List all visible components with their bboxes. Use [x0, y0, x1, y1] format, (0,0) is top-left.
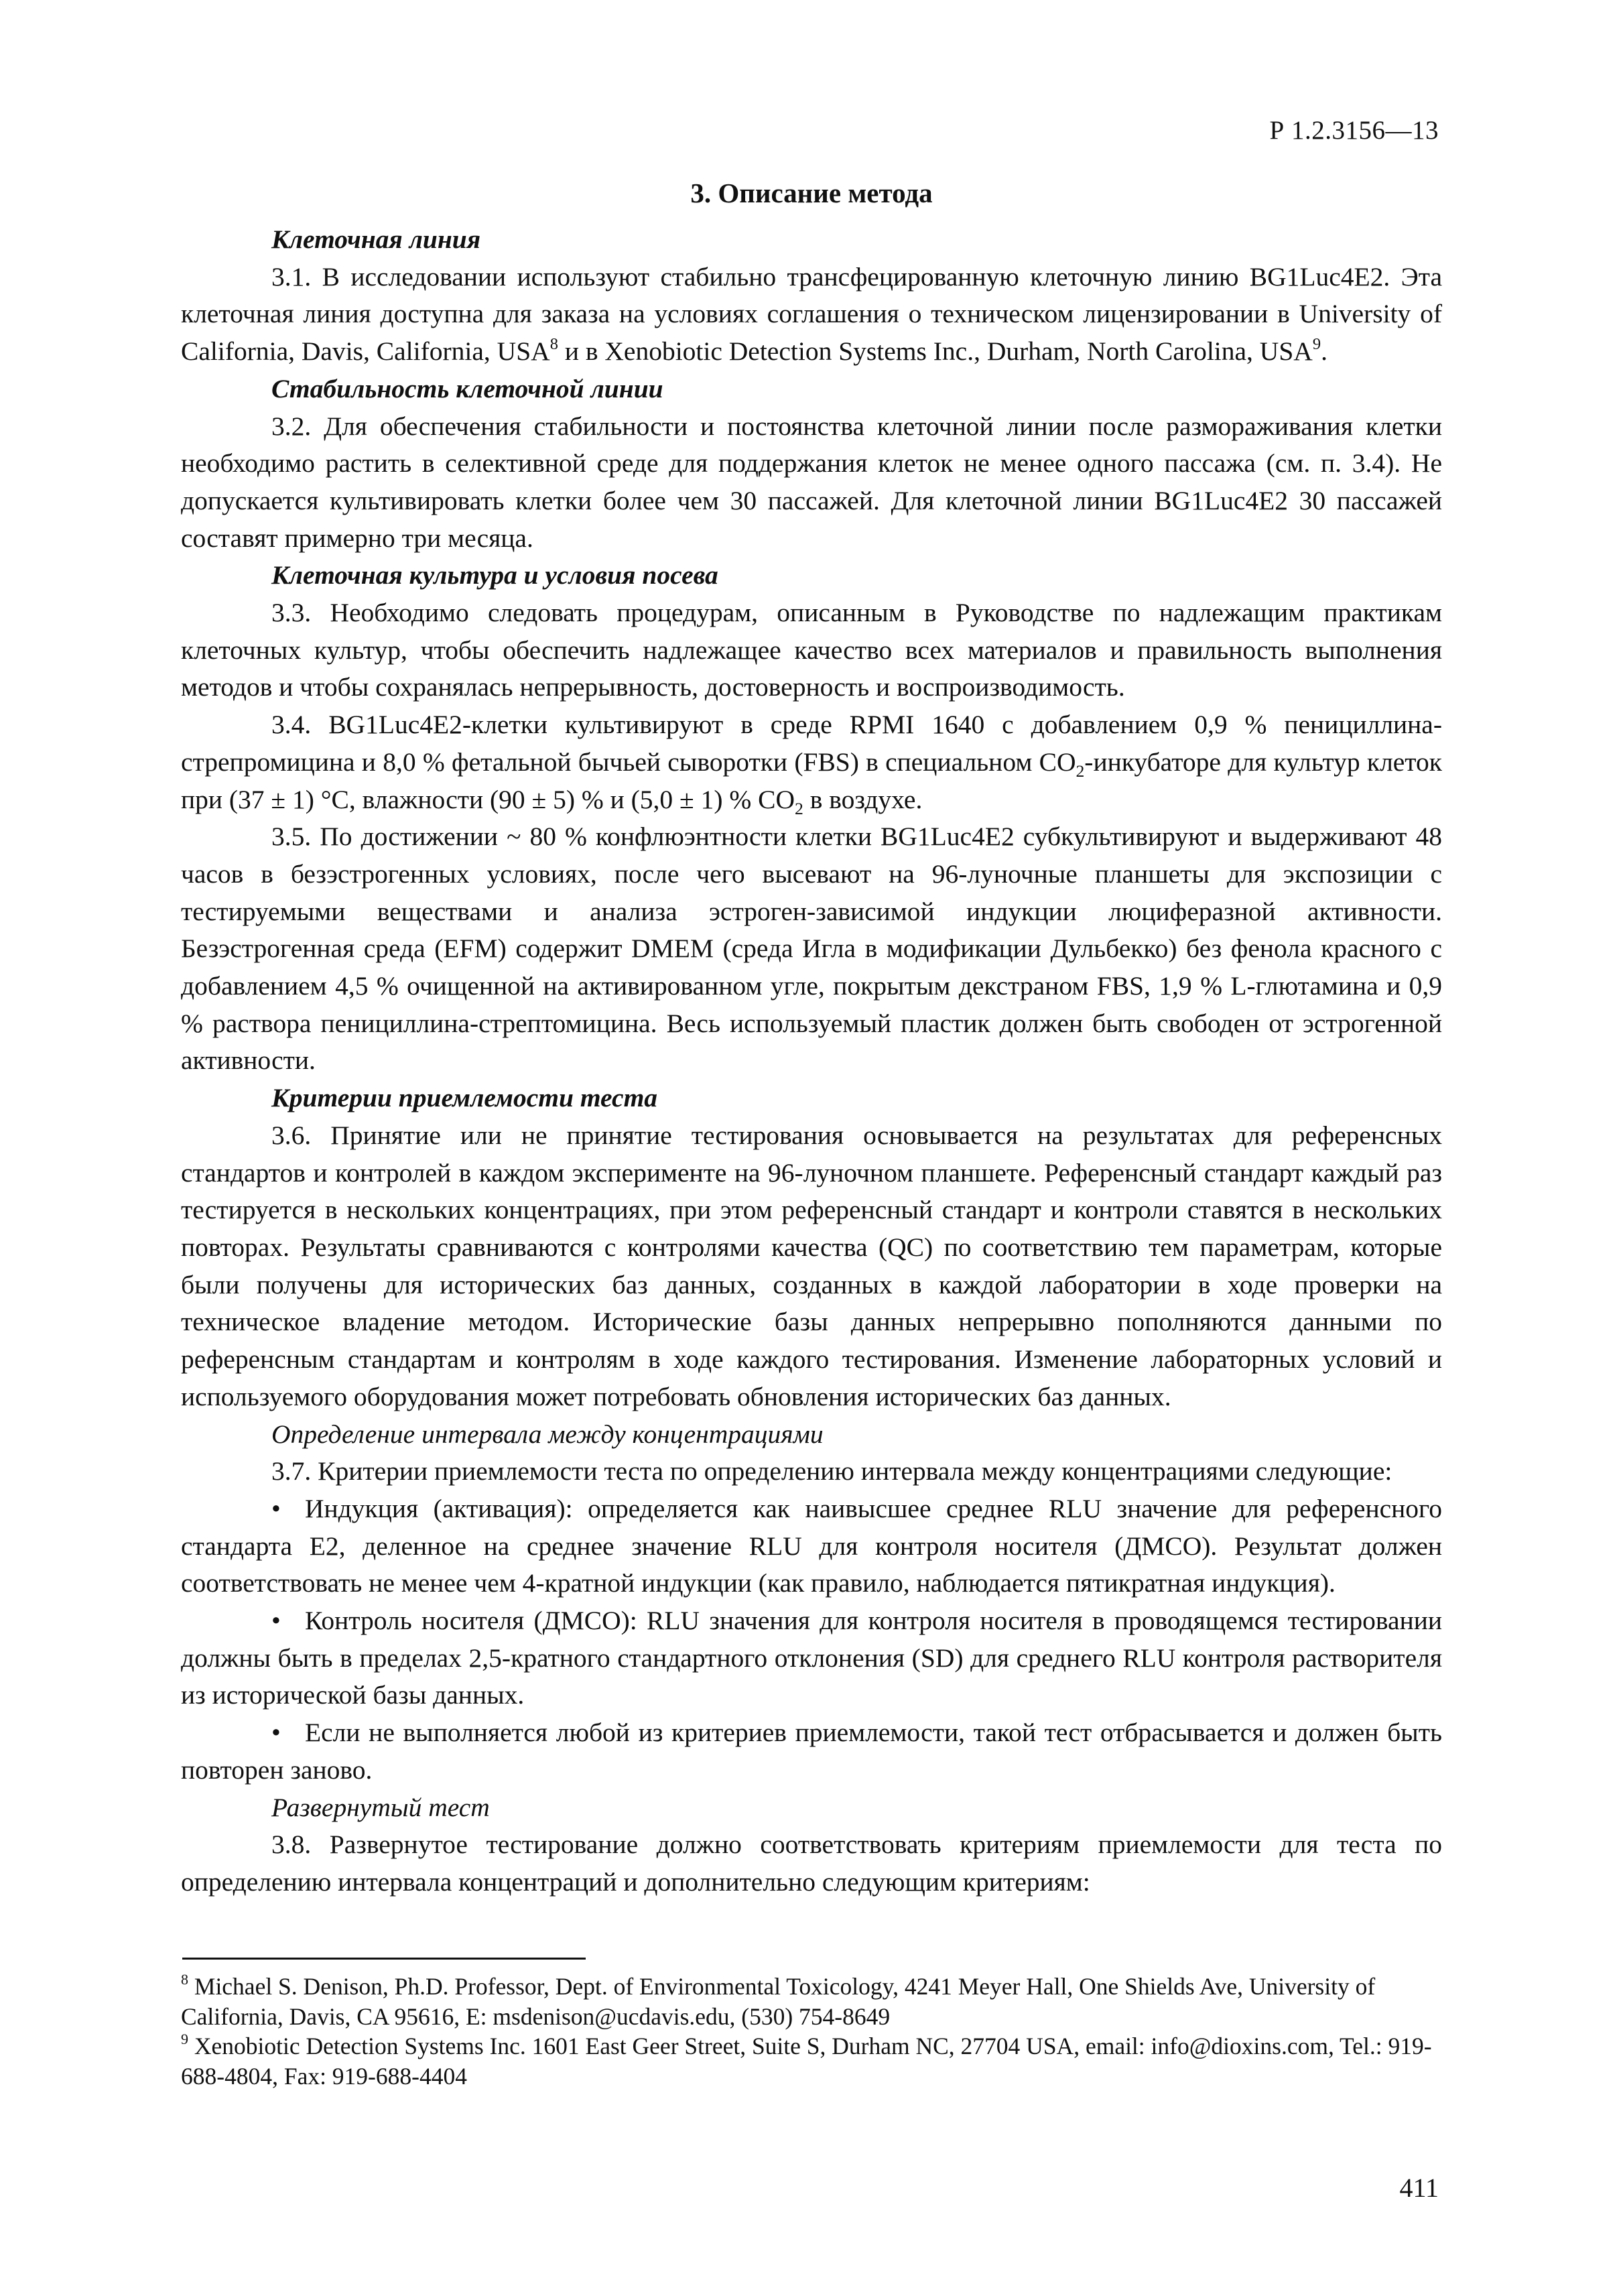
footnote-8: [181, 1972, 1442, 2031]
bullet-text: Контроль носителя (ДМСО): RLU значения для контроля носителя в проводящемся тестировании должны быть в пределах 2,5-кратного стандартного отклонения (SD) для среднего RLU контроля растворителя из исторической базы данных.: [181, 1606, 1442, 1710]
paragraph-3-1-text-c: .: [1321, 336, 1327, 367]
paragraph-3-1-text-b: и в Xenobiotic Detection Systems Inc., Durham, North Carolina, USA: [558, 336, 1313, 367]
footnote-mark: 9: [181, 2030, 188, 2047]
paragraph-3-4-text-b: -инкубаторе для культур клеток при (37 ± 1) °С, влажности (90 ± 5) % и (5,0 ± 1) % CO: [181, 747, 1442, 814]
paragraph-3-1-text-a: 3.1. В исследовании используют стабильно трансфецированную клеточную линию BG1Luc4E2. Эта клеточная линия доступна для заказа на условиях соглашения о техническом лицензировании в University of California, Davis, California, USA: [181, 261, 1442, 367]
subheading-expanded-test: Развернутый тест: [271, 1792, 490, 1822]
subheading-stability: Стабильность клеточной линии: [271, 373, 663, 403]
bullet-item-vehicle-control: [181, 1602, 1442, 1714]
bullet-icon: •: [271, 1606, 281, 1636]
bullet-item-induction: [181, 1490, 1442, 1602]
bullet-text: Если не выполняется любой из критериев приемлемости, такой тест отбрасывается и должен быть повторен заново.: [181, 1718, 1442, 1785]
subheading-interval: Определение интервала между концентрациями: [271, 1419, 824, 1449]
paragraph-3-5: 3.5. По достижении ~ 80 % конфлюэнтности клетки BG1Luc4E2 субкультивируют и выдерживают 48 часов в безэстрогенных условиях, после чего высевают на 96-луночные планшеты для экспозиции с тестируемыми веществами и анализа эстроген-зависимой индукции люциферазной активности. Безэстрогенная среда (EFM) содержит DMEM (среда Игла в модификации Дульбекко) без фенола красного с добавлением 4,5 % очищенной на активированном угле, покрытым декстраном FBS, 1,9 % L-глютамина и 0,9 % раствора пенициллина-стрептомицина. Весь используемый пластик должен быть свободен от эстрогенной активности.: [181, 822, 1442, 1076]
paragraph-3-4-text-a: 3.4. BG1Luc4E2-клетки культивируют в среде RPMI 1640 с добавлением 0,9 % пенициллина-стрепромицина и 8,0 % фетальной бычьей сыворотки (FBS) в специальном CO: [181, 710, 1442, 777]
co2-subscript: 2: [1076, 761, 1085, 781]
paragraph-3-4: [181, 706, 1442, 818]
footnote-ref-8[interactable]: 8: [549, 334, 558, 353]
subheading-criteria: Критерии приемлемости теста: [271, 1083, 658, 1113]
subheading-cell-line: Клеточная линия: [271, 225, 481, 254]
paragraph-3-7: 3.7. Критерии приемлемости теста по определению интервала между концентрациями следующие:: [271, 1456, 1392, 1486]
footnotes: [181, 1972, 1442, 2091]
paragraph-3-2: 3.2. Для обеспечения стабильности и постоянства клеточной линии после размораживания клетки необходимо растить в селективной среде для поддержания клеток не менее одного пассажа (см. п. 3.4). Не допускается культивировать клетки более чем 30 пассажей. Для клеточной линии BG1Luc4E2 30 пассажей составят примерно три месяца.: [181, 411, 1442, 553]
bullet-icon: •: [271, 1718, 281, 1748]
subheading-culture: Клеточная культура и условия посева: [271, 560, 718, 590]
bullet-text: Индукция (активация): определяется как наивысшее среднее RLU значение для референсного стандарта E2, деленное на среднее значение RLU для контроля носителя (ДМСО). Результат должен соответствовать не менее чем 4-кратной индукции (как правило, наблюдается пятикратная индукция).: [181, 1493, 1442, 1598]
co2-subscript: 2: [795, 798, 803, 818]
paragraph-3-8: 3.8. Развернутое тестирование должно соответствовать критериям приемлемости для теста по определению интервала концентраций и дополнительно следующим критериям:: [181, 1830, 1442, 1897]
paragraph-3-4-text-c: в воздухе.: [803, 784, 923, 814]
bullet-icon: •: [271, 1493, 281, 1523]
document-code: Р 1.2.3156—13: [1269, 116, 1439, 145]
footnote-9: [181, 2031, 1442, 2091]
footnote-ref-9[interactable]: 9: [1312, 334, 1321, 353]
footnote-mark: 8: [181, 1970, 188, 1988]
paragraph-3-1: [181, 259, 1442, 371]
footnote-text: Michael S. Denison, Ph.D. Professor, Dept. of Environmental Toxicology, 4241 Meyer Hall, One Shields Ave, University of California, Davis, CA 95616, E: msdenison@ucdavis.edu, (530) 754-8649: [181, 1973, 1376, 2030]
page-number: 411: [1399, 2173, 1439, 2203]
body-text: [181, 221, 1442, 1901]
paragraph-3-3: 3.3. Необходимо следовать процедурам, описанным в Руководстве по надлежащим практикам клеточных культур, чтобы обеспечить надлежащее качество всех материалов и правильность выполнения методов и чтобы сохранялась непрерывность, достоверность и воспроизводимость.: [181, 598, 1442, 702]
bullet-item-rejection: [181, 1714, 1442, 1789]
section-title: 3. Описание метода: [690, 178, 933, 208]
paragraph-3-6: 3.6. Принятие или не принятие тестирования основывается на результатах для референсных стандартов и контролей в каждом эксперименте на 96-луночном планшете. Референсный стандарт каждый раз тестируется в нескольких концентрациях, при этом референсный стандарт и контроли ставятся в нескольких повторах. Результаты сравниваются с контролями качества (QC) по соответствию тем параметрам, которые были получены для исторических баз данных, созданных в каждой лаборатории в ходе проверки на техническое владение методом. Исторические базы данных непрерывно пополняются данными по референсным стандартам и контролям в ходе каждого тестирования. Изменение лабораторных условий и используемого оборудования может потребовать обновления исторических баз данных.: [181, 1120, 1442, 1411]
footnote-divider: [182, 1958, 586, 1960]
footnote-text: Xenobiotic Detection Systems Inc. 1601 East Geer Street, Suite S, Durham NC, 27704 USA, email: info@dioxins.com, Tel.: 919-688-4804, Fax: 919-688-4404: [181, 2033, 1432, 2090]
